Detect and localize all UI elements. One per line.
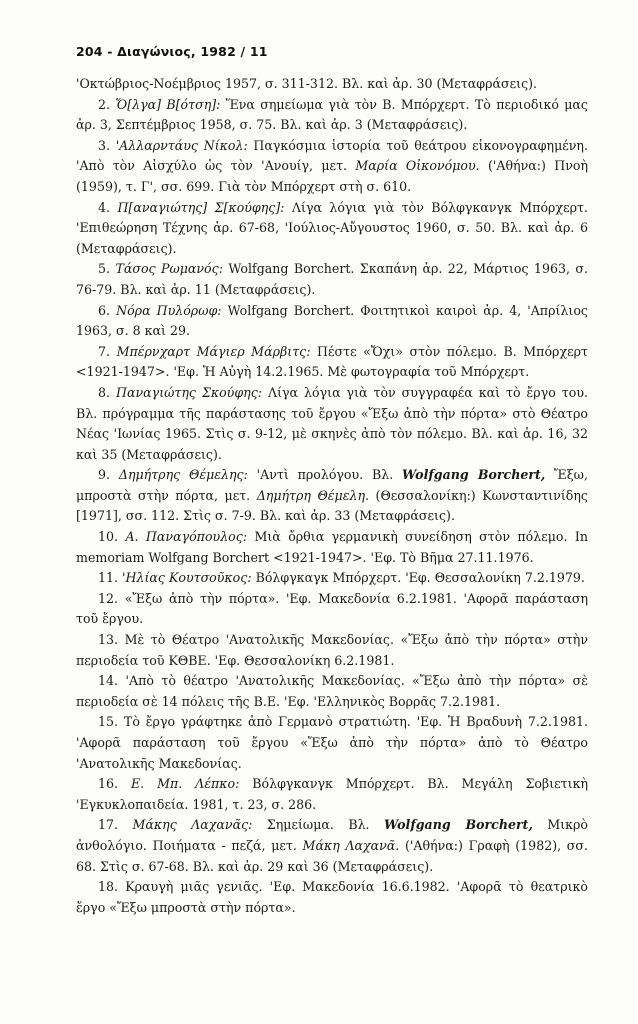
list-item: 10. Α. Παναγόπουλος: Μιὰ ὄρθια γερμανικὴ συνείδηση στὸν πόλεμο. In memoriam Wolfgang Borchert <1921-1947>. 'Εφ. Τὸ Βῆμα 27.11.1976.: [76, 529, 588, 565]
list-item: 16. Ε. Μπ. Λέπκο: Βόλφγκανγκ Μπόρχερτ. Βλ. Μεγάλη Σοβιετικὴ 'Εγκυκλοπαιδεία. 1981, τ. 23, σ. 286.: [76, 776, 588, 812]
list-item: 15. Τὸ ἔργο γράφτηκε ἀπὸ Γερμανὸ στρατιώτη. 'Εφ. Ἡ Βραδυνὴ 7.2.1981. 'Αφορᾶ παράσταση τοῦ ἔργου «Ἔξω ἀπὸ τὴν πόρτα» ἀπὸ τὸ Θέατρο 'Ανατολικῆς Μακεδονίας.: [76, 714, 588, 771]
list-item: 8. Παναγιώτης Σκούφης: Λίγα λόγια γιὰ τὸν συγγραφέα καὶ τὸ ἔργο του. Βλ. πρόγραμμα τῆς παράστασης τοῦ ἔργου «Ἔξω ἀπὸ τὴν πόρτα» στὸ Θέατρο Νέας 'Ιωνίας 1965. Στὶς σ. 9-12, μὲ σκηνὲς ἀπὸ τὸν πόλεμο. Βλ. καὶ ἀρ. 16, 32 καὶ 35 (Μεταφράσεις).: [76, 384, 588, 462]
list-item: 9. Δημήτρης Θέμελης: 'Αντὶ προλόγου. Βλ. Wolfgang Borchert, Ἔξω, μπροστὰ στὴν πόρτα, μετ. Δημήτρη Θέμελη. (Θεσσαλονίκη:) Κωνσταντινίδης [1971], σσ. 112. Στὶς σ. 7-9. Βλ. καὶ ἀρ. 33 (Μεταφράσεις).: [76, 467, 588, 524]
list-item: 'Οκτώβριος-Νοέμβριος 1957, σ. 311-312. Βλ. καὶ ἀρ. 30 (Μεταφράσεις).: [76, 76, 538, 91]
list-item: 11. 'Ηλίας Κουτσοῦκος: Βόλφγκαγκ Μπόρχερτ. 'Εφ. Θεσσαλονίκη 7.2.1979.: [98, 570, 585, 586]
list-item: 12. «Ἔξω ἀπὸ τὴν πόρτα». 'Εφ. Μακεδονία 6.2.1981. 'Αφορᾶ παράσταση τοῦ ἔργου.: [76, 590, 588, 627]
list-item: 5. Τάσος Ρωμανός: Wolfgang Borchert. Σκαπάνη ἀρ. 22, Μάρτιος 1963, σ. 76-79. Βλ. καὶ ἀρ. 11 (Μεταφράσεις).: [76, 261, 588, 297]
list-item: 17. Μάκης Λαχανᾶς: Σημείωμα. Βλ. Wolfgang Borchert, Μικρὸ ἀνθολόγιο. Ποιήματα - πεζά, μετ. Μάκη Λαχανᾶ. ('Αθήνα:) Γραφὴ (1982), σσ. 68. Στὶς σ. 67-68. Βλ. καὶ ἀρ. 29 καὶ 36 (Μεταφράσεις).: [76, 817, 589, 874]
list-item: 3. 'Αλλαρντάυς Νίκολ: Παγκόσμια ἱστορία τοῦ θεάτρου εἰκονογραφημένη. 'Απὸ τὸν Αἰσχύλο ὡς τὸν 'Ανουίγ, μετ. Μαρία Οἰκονόμου. ('Αθήνα:) Πνοὴ (1959), τ. Γ', σσ. 699. Γιὰ τὸν Μπόρχερτ στὴ σ. 610.: [76, 137, 588, 194]
list-item: 2. Ὄ[λγα] Β[ότση]: Ἕνα σημείωμα γιὰ τὸν Β. Μπόρχερτ. Τὸ περιοδικό μας ἀρ. 3, Σεπτέμβριος 1958, σ. 75. Βλ. καὶ ἀρ. 3 (Μεταφράσεις).: [76, 96, 588, 133]
list-item: 18. Κραυγὴ μιᾶς γενιᾶς. 'Εφ. Μακεδονία 16.6.1982. 'Αφορᾶ τὸ θεατρικὸ ἔργο «Ἔξω μπροστὰ στὴν πόρτα».: [76, 879, 588, 915]
list-item: 4. Π[αναγιώτης] Σ[κούφης]: Λίγα λόγια γιὰ τὸν Βόλφγκανγκ Μπόρχερτ. 'Επιθεώρηση Τέχνης ἀρ. 67-68, 'Ιούλιος-Αὔγουστος 1960, σ. 50. Βλ. καὶ ἀρ. 6 (Μεταφράσεις).: [76, 199, 588, 256]
running-head: 204 - Διαγώνιος, 1982 / 11: [76, 44, 268, 59]
list-item: 14. 'Απὸ τὸ θέατρο 'Ανατολικῆς Μακεδονίας. «Ἔξω ἀπὸ τὴν πόρτα» σὲ περιοδεία σὲ 14 πόλεις τῆς Β.Ε. 'Εφ. 'Ελληνικὸς Βορρᾶς 7.2.1981.: [76, 673, 588, 709]
list-item: 13. Μὲ τὸ Θέατρο 'Ανατολικῆς Μακεδονίας. «Ἔξω ἀπὸ τὴν πόρτα» στὴν περιοδεία τοῦ ΚΘΒΕ. 'Εφ. Θεσσαλονίκη 6.2.1981.: [76, 632, 588, 668]
list-item: 6. Νόρα Πυλόρωφ: Wolfgang Borchert. Φοιτητικοὶ καιροὶ ἀρ. 4, 'Απρίλιος 1963, σ. 8 καὶ 29.: [76, 302, 588, 339]
bibliography-list: [76, 74, 588, 918]
list-item: 7. Μπέρνχαρτ Μάγιερ Μάρβιτς: Πέστε «Ὄχι» στὸν πόλεμο. Β. Μπόρχερτ <1921-1947>. 'Εφ. Ἡ Αὐγὴ 14.2.1965. Μὲ φωτογραφία τοῦ Μπόρχερτ.: [76, 343, 588, 380]
